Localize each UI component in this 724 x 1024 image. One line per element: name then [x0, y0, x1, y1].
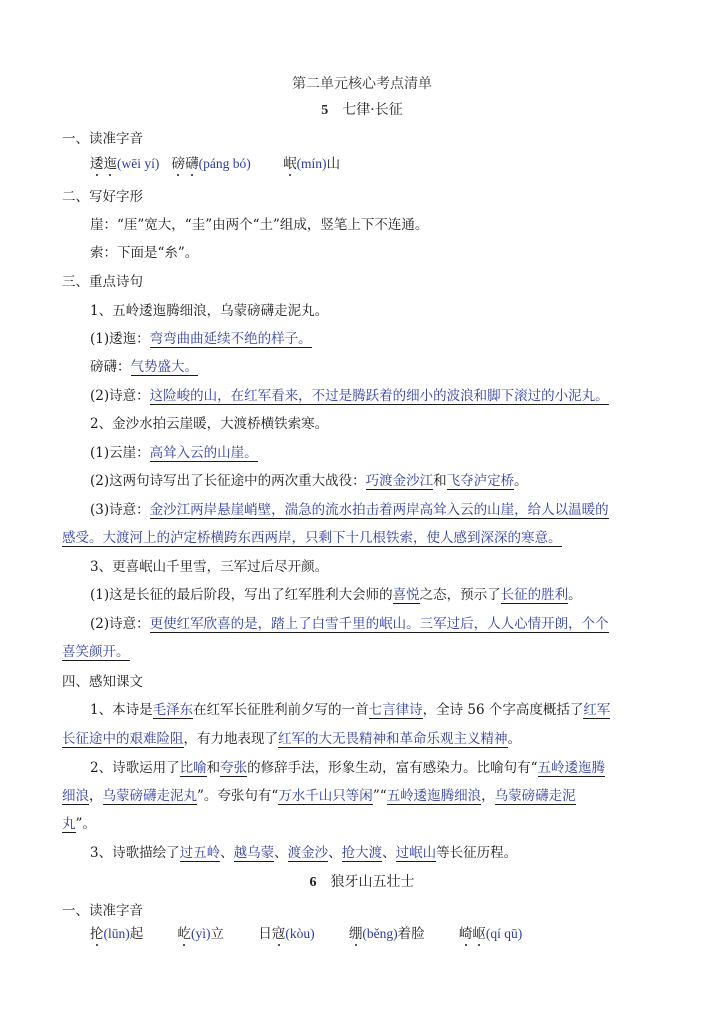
lesson-6-title [0, 873, 724, 892]
character-note: 崖：“厓”宽大，“圭”由两个“土”组成，竖笔上下不连通。 [90, 217, 429, 233]
answer: 巧渡金沙江 [365, 473, 434, 489]
answer: 长征的胜利 [500, 587, 569, 603]
section-heading: 四、感知课文 [62, 674, 143, 690]
poem-line: 1、五岭逶迤腾细浪，乌蒙磅礴走泥丸。 [90, 303, 329, 319]
lesson-number: 5 [321, 103, 329, 118]
annotation: (1)这是长征的最后阶段，写出了红军胜利大会师的喜悦之态，预示了长征的胜利。 [90, 587, 582, 603]
annotation: (2)诗意：更使红军欣喜的是，踏上了白雪千里的岷山。三军过后，人人心情开朗，个个 [90, 616, 609, 632]
answer: 喜笑颜开。 [62, 644, 130, 660]
paragraph-cont: 细浪，乌蒙磅礴走泥丸”。夸张句有“万水千山只等闲”“五岭逶迤腾细浪，乌蒙磅礴走泥 [62, 788, 576, 804]
annotation-cont [62, 643, 130, 661]
paragraph: 3、诗歌描绘了过五岭、越乌蒙、渡金沙、抢大渡、过岷山等长征历程。 [90, 845, 518, 861]
pron-item: 屹(yì)立 [177, 926, 225, 942]
section-heading: 一、读准字音 [62, 131, 143, 147]
section-heading: 一、读准字音 [62, 903, 143, 919]
poem-line: 2、金沙水拍云崖暖，大渡桥横铁索寒。 [90, 416, 329, 432]
pron-item: 崎岖(qí qū) [458, 926, 523, 942]
pron-item: 日寇(kòu) [258, 926, 315, 942]
pron-item: 逶迤(wēi yí) [90, 156, 160, 172]
annotation: (2)诗意：这险峻的山，在红军看来，不过是腾跃着的细小的波浪和脚下滚过的小泥丸。 [90, 388, 609, 404]
annotation-cont [62, 529, 562, 547]
character-note: 索：下面是“糸”。 [90, 245, 199, 261]
answer: 高耸入云的山崖。 [149, 445, 258, 461]
pronunciation-row [90, 155, 340, 173]
lesson-name: 狼牙山五壮士 [330, 874, 415, 890]
annotation: (3)诗意：金沙江两岸悬崖峭壁，湍急的流水拍击着两岸高耸入云的山崖，给人以温暖的 [90, 502, 609, 518]
paragraph-cont: 丸”。 [62, 816, 96, 832]
paragraph: 1、本诗是毛泽东在红军长征胜利前夕写的一首七言律诗，全诗 56 个字高度概括了红军 [90, 702, 611, 718]
answer: 金沙江两岸悬崖峭壁，湍急的流水拍击着两岸高耸入云的山崖，给人以温暖的 [149, 502, 609, 518]
answer: 喜悦 [392, 587, 420, 603]
lesson-5-title [0, 101, 724, 120]
lesson-name: 七律·长征 [342, 102, 403, 118]
pron-item: 抡(lūn)起 [90, 926, 144, 942]
answer: 气势盛大。 [130, 359, 198, 375]
annotation: 磅礴：气势盛大。 [90, 359, 198, 375]
answer: 感受。大渡河上的泸定桥横跨东西两岸，只剩下十几根铁索，使人感到深深的寒意。 [62, 530, 562, 546]
annotation: (2)这两句诗写出了长征途中的两次重大战役：巧渡金沙江和飞夺泸定桥。 [90, 473, 528, 489]
pron-item: 岷(mín)山 [283, 156, 341, 172]
lesson-number: 6 [309, 875, 317, 890]
answer: 更使红军欣喜的是，踏上了白雪千里的岷山。三军过后，人人心情开朗，个个 [149, 616, 609, 632]
pron-item: 绷(běng)着脸 [348, 926, 425, 942]
paragraph: 2、诗歌运用了比喻和夸张的修辞手法，形象生动，富有感染力。比喻句有“五岭逶迤腾 [90, 760, 605, 776]
page-title: 第二单元核心考点清单 [292, 76, 432, 92]
answer: 弯弯曲曲延续不绝的样子。 [149, 331, 312, 347]
answer: 这险峻的山，在红军看来，不过是腾跃着的细小的波浪和脚下滚过的小泥丸。 [149, 388, 609, 404]
pronunciation-row [90, 925, 522, 943]
annotation: (1)逶迤：弯弯曲曲延续不绝的样子。 [90, 331, 312, 347]
annotation: (1)云崖：高耸入云的山崖。 [90, 445, 258, 461]
answer: 飞夺泸定桥 [446, 473, 515, 489]
section-heading: 二、写好字形 [62, 189, 143, 205]
paragraph-cont: 长征途中的艰难险阻，有力地表现了红军的大无畏精神和革命乐观主义精神。 [62, 731, 521, 747]
section-heading: 三、重点诗句 [62, 274, 143, 290]
pron-item: 磅礴(páng bó) [171, 156, 251, 172]
poem-line: 3、更喜岷山千里雪，三军过后尽开颜。 [90, 559, 329, 575]
